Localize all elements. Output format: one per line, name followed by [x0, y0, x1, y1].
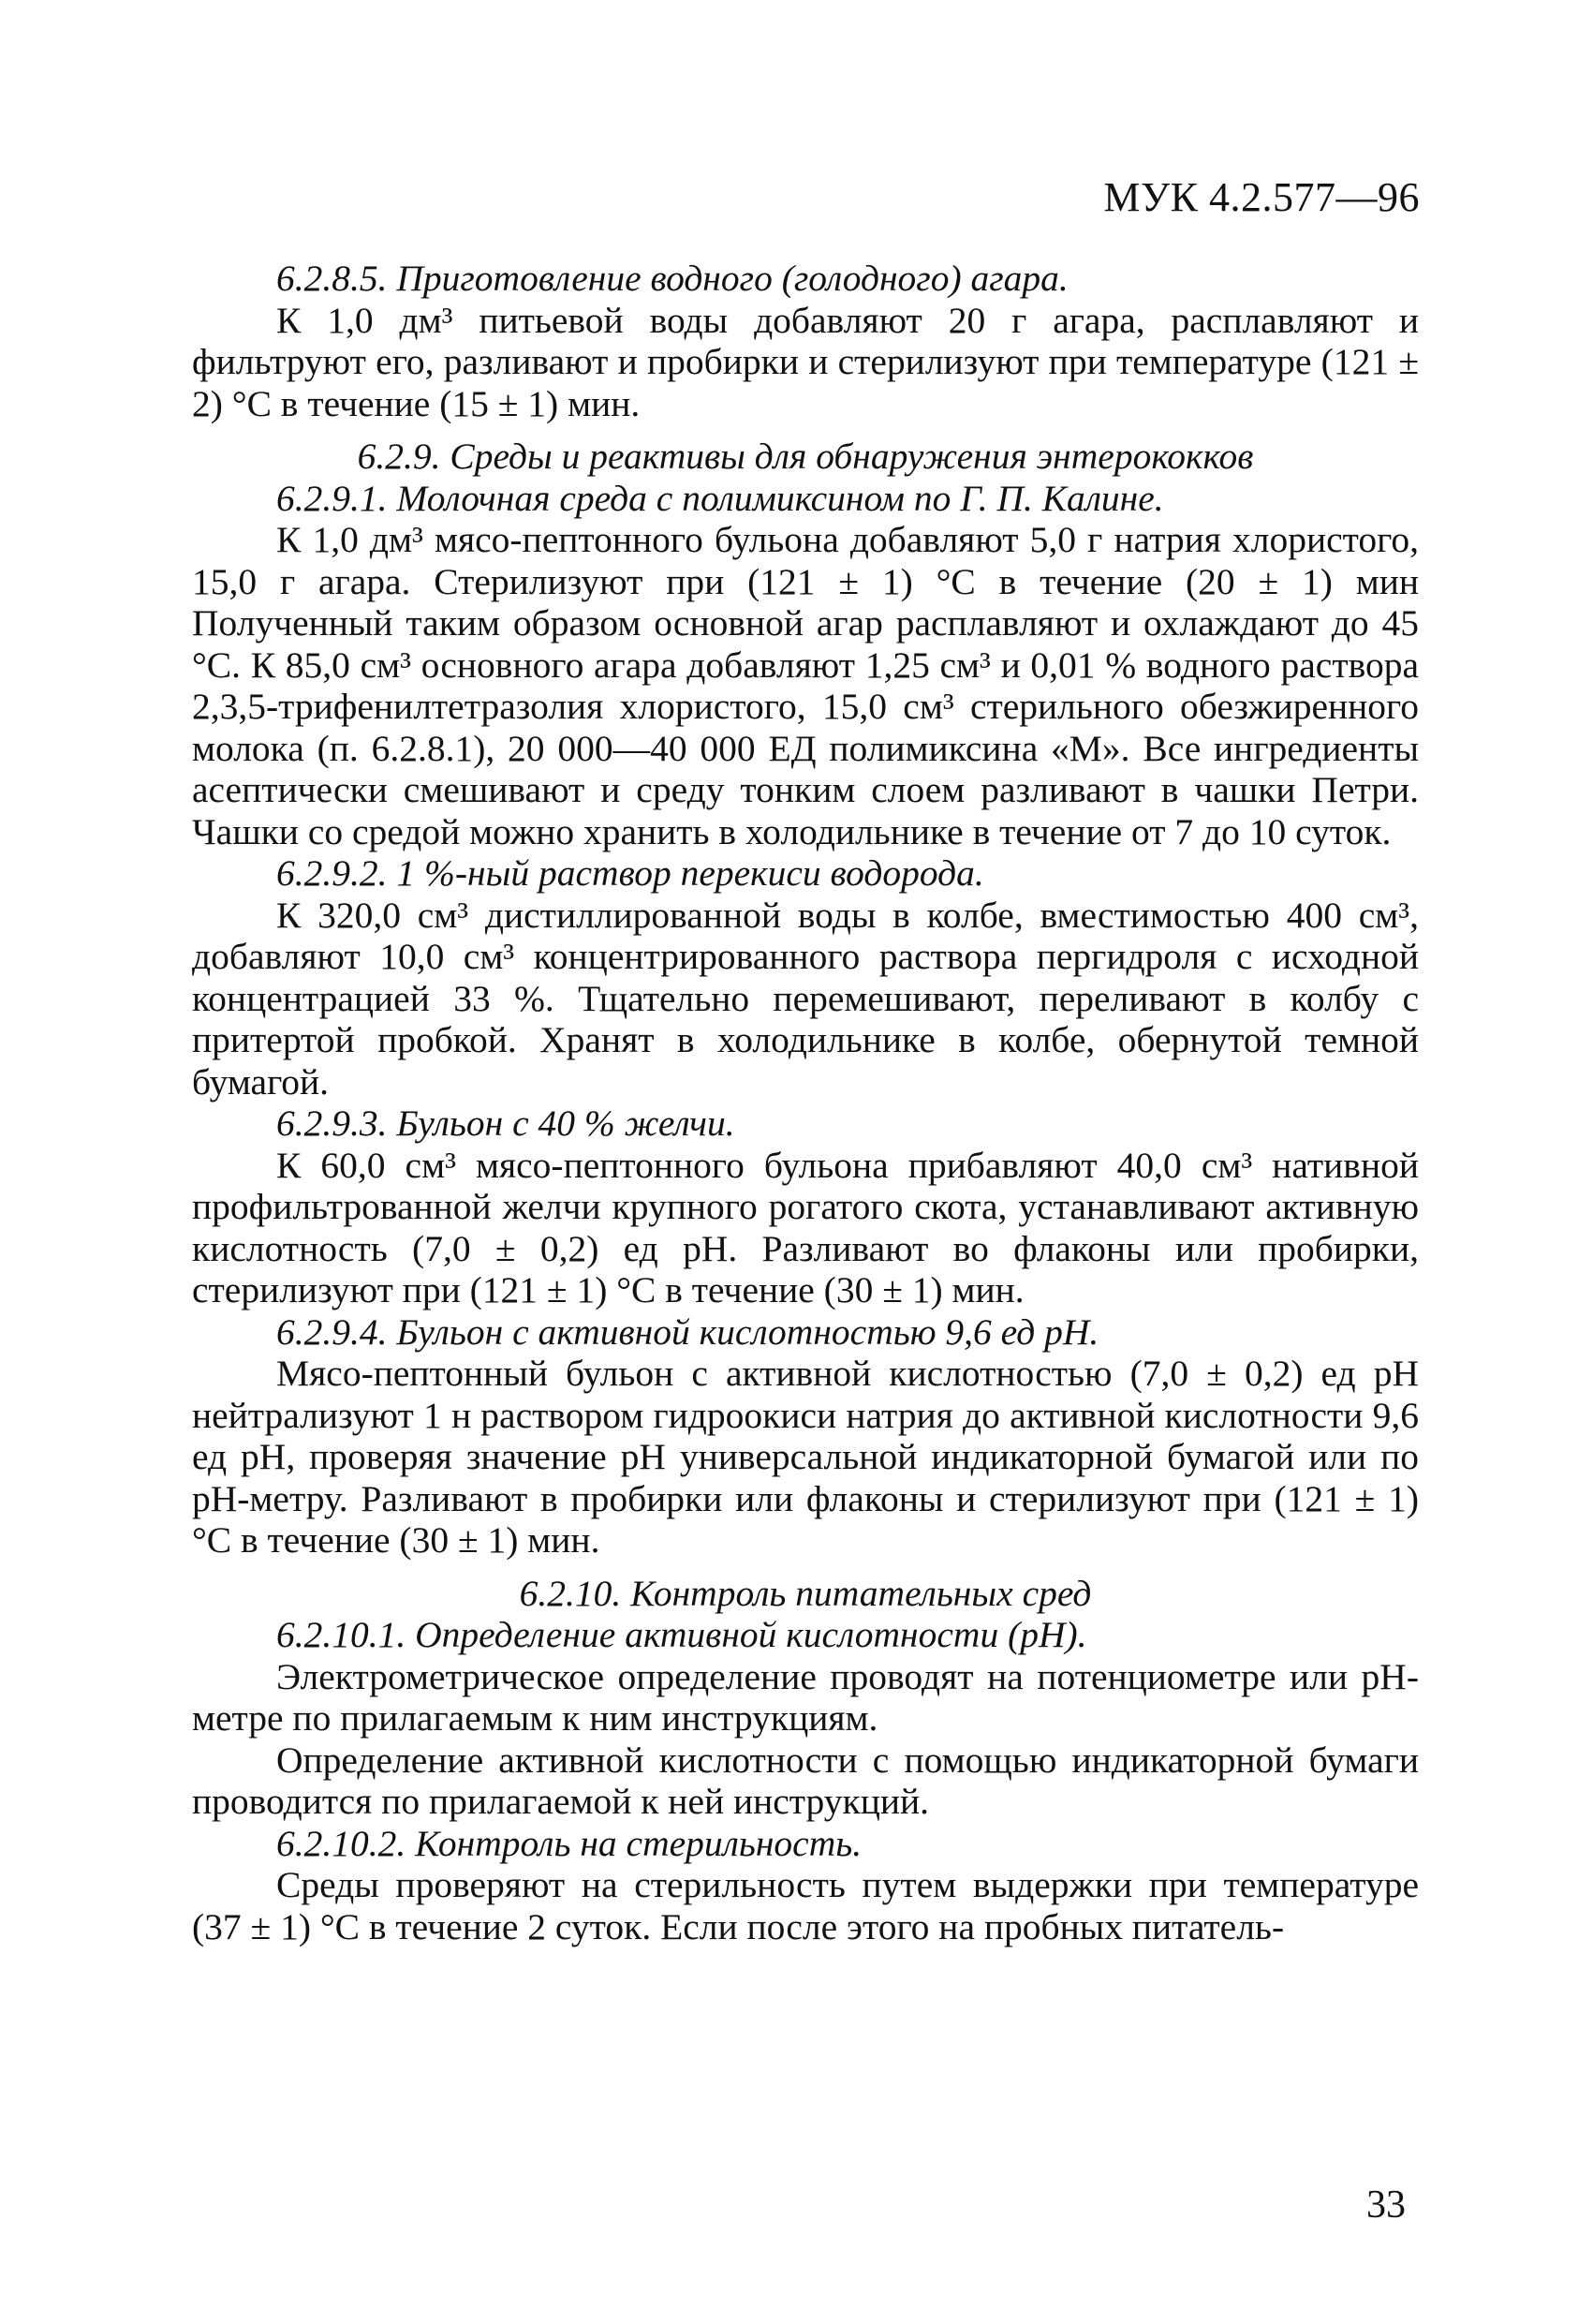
paragraph: Определение активной кислотности с помощью индикаторной бумаги проводится по прилагаемой к ней инструкций. [192, 1739, 1419, 1822]
section-heading: 6.2.9. Среды и реактивы для обнаружения энтерококков [357, 436, 1254, 477]
paragraph: К 320,0 см³ дистиллированной воды в колбе, вместимостью 400 см³, добавляют 10,0 см³ концентрированного раствора пергидроля с исходной концентрацией 33 %. Тщательно перемешивают, переливают в колбу с притертой пробкой. Хранят в холодильнике в колбе, обернутой темной бумагой. [192, 894, 1419, 1103]
page-content [192, 258, 1419, 1947]
paragraph: Мясо-пептонный бульон с активной кислотностью (7,0 ± 0,2) ед рН нейтрализуют 1 н раствором гидроокиси натрия до активной кислотности 9,6 ед рН, проверяя значение рН универсальной индикаторной бумагой или по рН-метру. Разливают в пробирки или флаконы и стерилизуют при (121 ± 1) °С в течение (30 ± 1) мин. [192, 1353, 1419, 1561]
subsection-heading: 6.2.9.1. Молочная среда с полимиксином по Г. П. Калине. [276, 477, 1164, 519]
subsection-heading: 6.2.10.2. Контроль на стерильность. [276, 1822, 863, 1864]
subsection-heading: 6.2.10.1. Определение активной кислотности (рН). [276, 1614, 1087, 1655]
page-header [1103, 173, 1420, 221]
document-code: МУК 4.2.577—96 [1103, 174, 1420, 220]
paragraph: Электрометрическое определение проводят на потенциометре или рН-метре по прилагаемым к ним инструкциям. [192, 1655, 1419, 1739]
paragraph: К 1,0 дм³ мясо-пептонного бульона добавляют 5,0 г натрия хлористого, 15,0 г агара. Стерилизуют при (121 ± 1) °С в течение (20 ± 1) мин Полученный таким образом основной агар расплавляют и охлаждают до 45 °С. К 85,0 см³ основного агара добавляют 1,25 см³ и 0,01 % водного раствора 2,3,5-трифенилтетразолия хлористого, 15,0 см³ стерильного обезжиренного молока (п. 6.2.8.1), 20 000—40 000 ЕД полимиксина «М». Все ингредиенты асептически смешивают и среду тонким слоем разливают в чашки Петри. Чашки со средой можно хранить в холодильнике в течение от 7 до 10 суток. [192, 519, 1419, 852]
subsection-heading: 6.2.9.3. Бульон с 40 % желчи. [276, 1103, 735, 1144]
paragraph: Среды проверяют на стерильность путем выдержки при температуре (37 ± 1) °С в течение 2 суток. Если после этого на пробных питатель- [192, 1864, 1419, 1947]
subsection-heading: 6.2.8.5. Приготовление водного (голодного) агара. [276, 258, 1069, 299]
subsection-heading: 6.2.9.2. 1 %-ный раствор перекиси водорода. [276, 852, 984, 894]
section-heading: 6.2.10. Контроль питательных сред [519, 1572, 1092, 1614]
paragraph: К 60,0 см³ мясо-пептонного бульона прибавляют 40,0 см³ нативной профильтрованной желчи крупного рогатого скота, устанавливают активную кислотность (7,0 ± 0,2) ед рН. Разливают во флаконы или пробирки, стерилизуют при (121 ± 1) °С в течение (30 ± 1) мин. [192, 1144, 1419, 1310]
subsection-heading: 6.2.9.4. Бульон с активной кислотностью 9,6 ед рН. [276, 1310, 1099, 1353]
paragraph: К 1,0 дм³ питьевой воды добавляют 20 г агара, расплавляют и фильтруют его, разливают и пробирки и стерилизуют при температуре (121 ± 2) °С в течение (15 ± 1) мин. [192, 299, 1419, 424]
page-number: 33 [1366, 2183, 1406, 2227]
